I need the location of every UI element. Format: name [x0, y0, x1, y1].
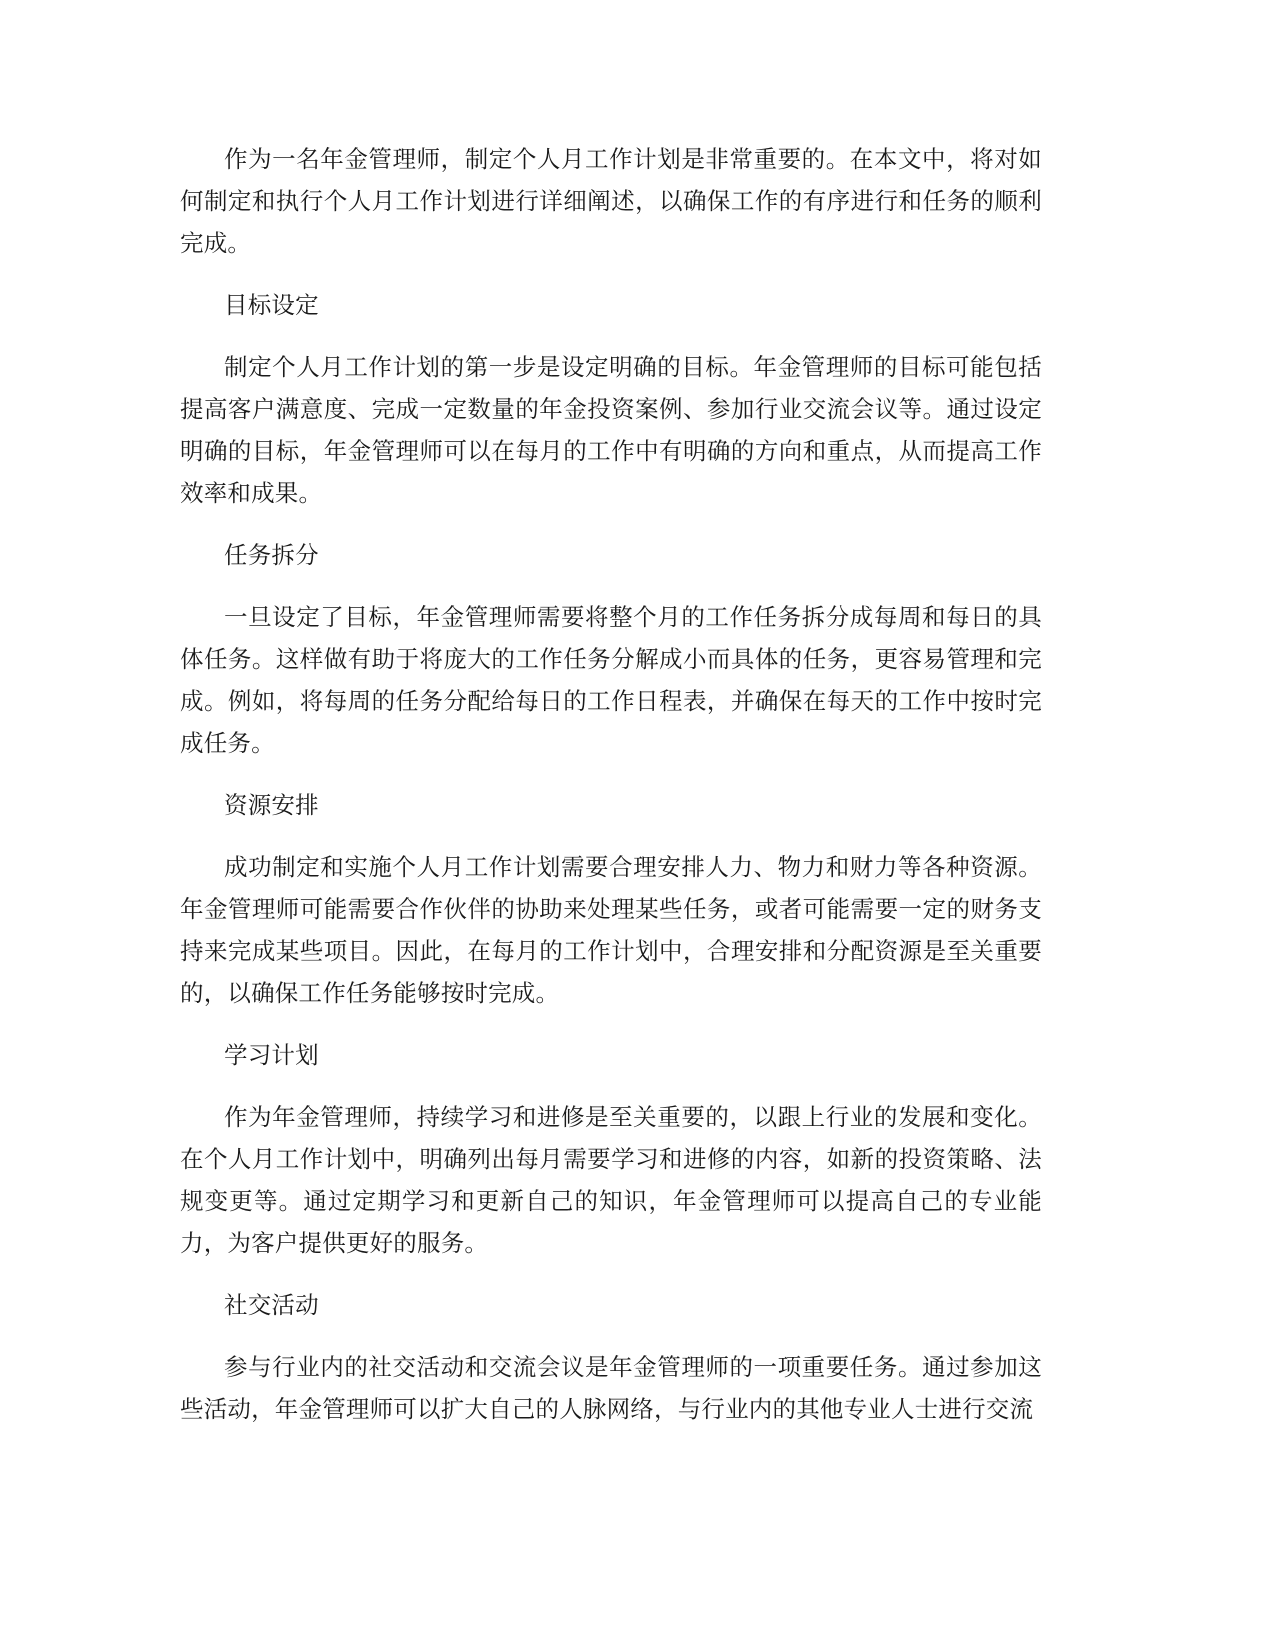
document-body — [180, 138, 1042, 1450]
section-heading-task-breakdown: 任务拆分 — [224, 541, 319, 569]
goal-setting-paragraph: 制定个人月工作计划的第一步是设定明确的目标。年金管理师的目标可能包括提高客户满意度、完成一定数量的年金投资案例、参加行业交流会议等。通过设定明确的目标，年金管理师可以在每月的工作中有明确的方向和重点，从而提高工作效率和成果。 — [180, 353, 1042, 507]
resource-allocation-paragraph: 成功制定和实施个人月工作计划需要合理安排人力、物力和财力等各种资源。年金管理师可能需要合作伙伴的协助来处理某些任务，或者可能需要一定的财务支持来完成某些项目。因此，在每月的工作计划中，合理安排和分配资源是至关重要的，以确保工作任务能够按时完成。 — [180, 853, 1042, 1007]
social-activities-paragraph: 参与行业内的社交活动和交流会议是年金管理师的一项重要任务。通过参加这些活动，年金管理师可以扩大自己的人脉网络，与行业内的其他专业人士进行交流 — [180, 1353, 1042, 1423]
learning-plan-paragraph: 作为年金管理师，持续学习和进修是至关重要的，以跟上行业的发展和变化。在个人月工作计划中，明确列出每月需要学习和进修的内容，如新的投资策略、法规变更等。通过定期学习和更新自己的知识，年金管理师可以提高自己的专业能力，为客户提供更好的服务。 — [180, 1103, 1042, 1257]
task-breakdown-paragraph: 一旦设定了目标，年金管理师需要将整个月的工作任务拆分成每周和每日的具体任务。这样做有助于将庞大的工作任务分解成小而具体的任务，更容易管理和完成。例如，将每周的任务分配给每日的工作日程表，并确保在每天的工作中按时完成任务。 — [180, 603, 1042, 757]
section-heading-social-activities: 社交活动 — [224, 1291, 319, 1319]
intro-paragraph: 作为一名年金管理师，制定个人月工作计划是非常重要的。在本文中，将对如何制定和执行个人月工作计划进行详细阐述，以确保工作的有序进行和任务的顺利完成。 — [180, 145, 1042, 257]
section-heading-learning-plan: 学习计划 — [224, 1041, 319, 1069]
section-heading-resource-allocation: 资源安排 — [224, 791, 319, 819]
section-heading-goal-setting: 目标设定 — [224, 291, 319, 319]
